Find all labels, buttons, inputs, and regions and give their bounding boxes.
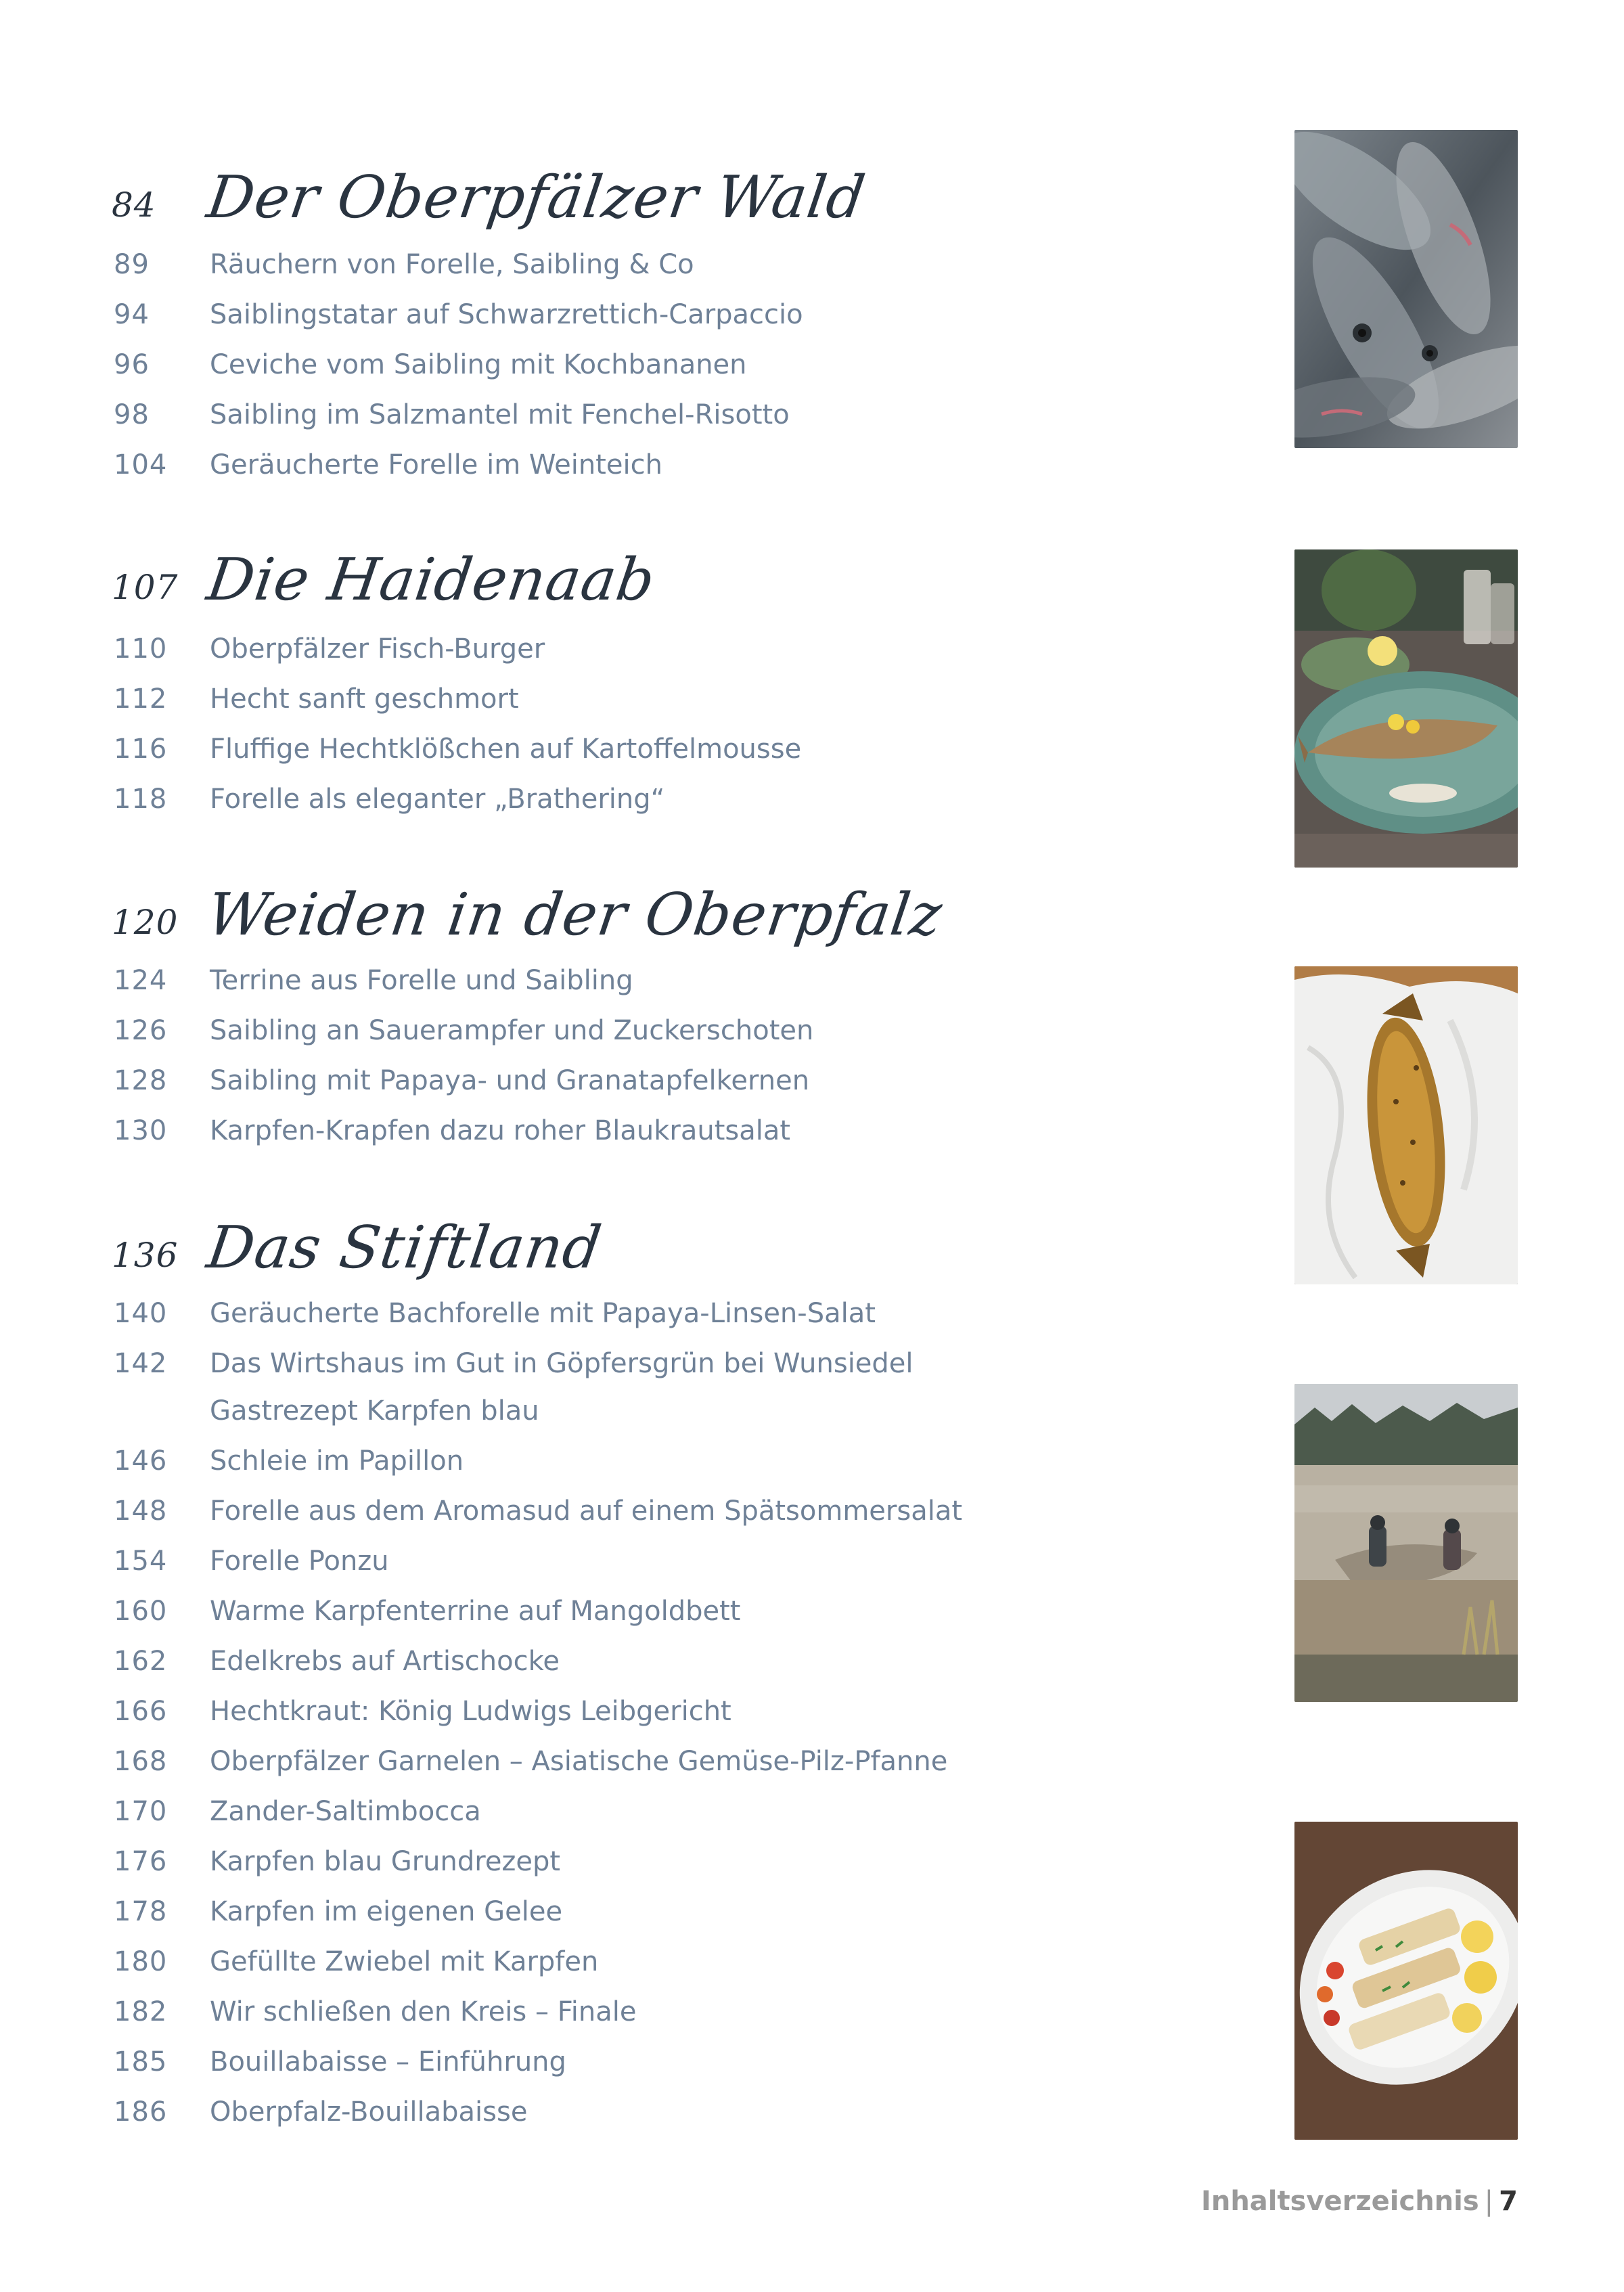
section-title: Die Haidenaab [203, 546, 660, 614]
entry-title: Schleie im Papillon [210, 1445, 464, 1477]
toc-entry[interactable] [0, 1592, 1218, 1642]
entry-page-number: 104 [114, 449, 168, 480]
entry-title: Warme Karpfenterrine auf Mangoldbett [210, 1596, 741, 1627]
entry-title: Forelle aus dem Aromasud auf einem Spätsommersalat [210, 1496, 963, 1527]
footer-label: Inhaltsverzeichnis [1200, 2186, 1479, 2217]
toc-entry[interactable] [0, 729, 1218, 780]
section-page-number: 107 [112, 568, 179, 607]
entry-page-number: 98 [114, 399, 150, 430]
toc-entry[interactable] [0, 345, 1218, 395]
section-title: Der Oberpfälzer Wald [203, 164, 870, 231]
entry-page-number: 130 [114, 1115, 168, 1146]
entry-page-number: 180 [114, 1946, 168, 1977]
toc-entry[interactable] [0, 629, 1218, 679]
entry-page-number: 96 [114, 349, 150, 380]
section-title: Weiden in der Oberpfalz [203, 881, 947, 949]
toc-entry[interactable] [0, 445, 1218, 495]
toc-entry[interactable] [0, 1742, 1218, 1792]
entry-title: Saiblingstatar auf Schwarzrettich-Carpaccio [210, 299, 803, 330]
entry-page-number: 146 [114, 1445, 168, 1477]
entry-page-number: 94 [114, 299, 150, 330]
entry-page-number: 160 [114, 1596, 168, 1627]
toc-entry[interactable] [0, 1542, 1218, 1592]
entry-title: Oberpfälzer Garnelen – Asiatische Gemüse-Pilz-Pfanne [210, 1746, 948, 1777]
entry-page-number: 176 [114, 1846, 168, 1877]
entry-page-number: 110 [114, 633, 168, 665]
toc-entry[interactable] [0, 1892, 1218, 1942]
toc-entry[interactable] [0, 679, 1218, 729]
toc-entry[interactable] [0, 1692, 1218, 1742]
toc-entry[interactable] [0, 961, 1218, 1011]
entry-title: Saibling mit Papaya- und Granatapfelkernen [210, 1065, 810, 1096]
entry-title: Gefüllte Zwiebel mit Karpfen [210, 1946, 599, 1977]
toc-entry[interactable] [0, 1942, 1218, 1992]
toc-entry[interactable] [0, 1441, 1218, 1491]
entry-page-number: 154 [114, 1546, 168, 1577]
entry-title: Gastrezept Karpfen blau [210, 1395, 539, 1426]
toc-entry[interactable] [0, 1344, 1218, 1394]
toc-entry[interactable] [0, 1011, 1218, 1061]
toc-entry[interactable] [0, 1842, 1218, 1892]
entry-page-number: 126 [114, 1015, 168, 1046]
entry-page-number: 118 [114, 784, 168, 815]
entry-page-number: 89 [114, 249, 150, 280]
pond-fishing-photo [1294, 1384, 1518, 1702]
entry-page-number: 140 [114, 1298, 168, 1329]
entry-page-number: 170 [114, 1796, 168, 1827]
section-heading [0, 504, 1218, 633]
fish-pile-photo [1294, 130, 1518, 448]
section-heading [0, 1172, 1218, 1301]
toc-entry[interactable] [0, 1111, 1218, 1161]
entry-title: Saibling im Salzmantel mit Fenchel-Risotto [210, 399, 790, 430]
entry-title: Geräucherte Bachforelle mit Papaya-Linsen-Salat [210, 1298, 876, 1329]
toc-entry[interactable] [0, 245, 1218, 295]
page-footer [1201, 2186, 1518, 2217]
entry-title: Saibling an Sauerampfer und Zuckerschoten [210, 1015, 814, 1046]
entry-page-number: 182 [114, 1996, 168, 2027]
section-page-number: 136 [112, 1236, 179, 1275]
toc-entry[interactable] [0, 1391, 1218, 1441]
entry-title: Bouillabaisse – Einführung [210, 2046, 566, 2077]
entry-title: Karpfen im eigenen Gelee [210, 1896, 563, 1927]
entry-title: Das Wirtshaus im Gut in Göpfersgrün bei Wunsiedel [210, 1348, 914, 1379]
entry-title: Oberpfälzer Fisch-Burger [210, 633, 545, 665]
entry-page-number: 185 [114, 2046, 168, 2077]
entry-title: Edelkrebs auf Artischocke [210, 1646, 560, 1677]
section-page-number: 120 [112, 903, 179, 942]
toc-entry[interactable] [0, 780, 1218, 830]
entry-title: Karpfen blau Grundrezept [210, 1846, 561, 1877]
toc-entry[interactable] [0, 1061, 1218, 1111]
entry-title: Fluffige Hechtklößchen auf Kartoffelmousse [210, 734, 802, 765]
toc-entry[interactable] [0, 395, 1218, 445]
toc-entry[interactable] [0, 1642, 1218, 1692]
toc-entry[interactable] [0, 1491, 1218, 1542]
toc-entry[interactable] [0, 2042, 1218, 2092]
entry-page-number: 186 [114, 2096, 168, 2128]
section-heading [0, 839, 1218, 968]
entry-title: Hechtkraut: König Ludwigs Leibgericht [210, 1696, 731, 1727]
toc-entry[interactable] [0, 1792, 1218, 1842]
entry-title: Oberpfalz-Bouillabaisse [210, 2096, 528, 2128]
fish-platter-photo [1294, 1822, 1518, 2140]
entry-title: Hecht sanft geschmort [210, 683, 519, 715]
fish-dish-photo [1294, 549, 1518, 868]
entry-title: Karpfen-Krapfen dazu roher Blaukrautsalat [210, 1115, 791, 1146]
footer-page-number: 7 [1499, 2186, 1518, 2217]
entry-page-number: 166 [114, 1696, 168, 1727]
entry-title: Forelle als eleganter „Brathering“ [210, 784, 665, 815]
toc-entry[interactable] [0, 1992, 1218, 2042]
entry-page-number: 112 [114, 683, 168, 715]
entry-title: Räuchern von Forelle, Saibling & Co [210, 249, 694, 280]
entry-title: Ceviche vom Saibling mit Kochbananen [210, 349, 747, 380]
entry-title: Geräucherte Forelle im Weinteich [210, 449, 662, 480]
section-heading [0, 122, 1218, 250]
entry-page-number: 116 [114, 734, 168, 765]
entry-page-number: 148 [114, 1496, 168, 1527]
entry-title: Forelle Ponzu [210, 1546, 389, 1577]
entry-page-number: 178 [114, 1896, 168, 1927]
entry-title: Zander-Saltimbocca [210, 1796, 481, 1827]
toc-entry[interactable] [0, 1294, 1218, 1344]
entry-title: Wir schließen den Kreis – Finale [210, 1996, 637, 2027]
entry-title: Terrine aus Forelle und Saibling [210, 965, 633, 996]
entry-page-number: 124 [114, 965, 168, 996]
entry-page-number: 162 [114, 1646, 168, 1677]
smoked-fish-photo [1294, 966, 1518, 1284]
section-page-number: 84 [112, 185, 156, 225]
toc-entry[interactable] [0, 2092, 1218, 2142]
entry-page-number: 128 [114, 1065, 168, 1096]
entry-page-number: 142 [114, 1348, 168, 1379]
footer-separator: | [1484, 2186, 1494, 2217]
entry-page-number: 168 [114, 1746, 168, 1777]
toc-entry[interactable] [0, 295, 1218, 345]
section-title: Das Stiftland [203, 1214, 606, 1282]
